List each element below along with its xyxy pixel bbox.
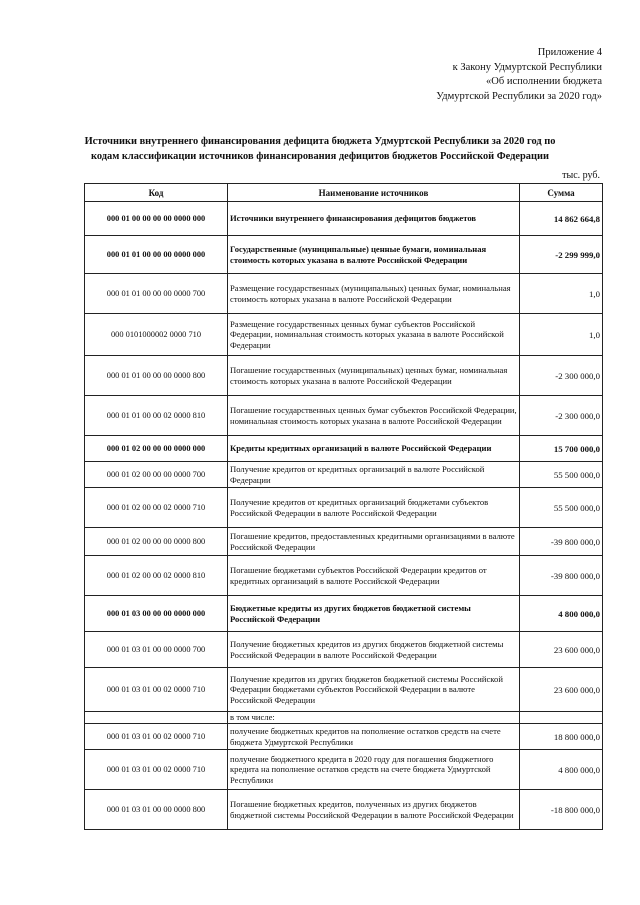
row-sum: 1,0 — [520, 314, 603, 356]
row-name: Размещение государственных ценных бумаг субъектов Российской Федерации, номинальная стоимость которых указана в валюте Российской Федерации — [228, 314, 520, 356]
table-row — [85, 596, 603, 632]
table-row — [85, 274, 603, 314]
row-name: Погашение государственных (муниципальных) ценных бумаг, номинальная стоимость которых указана в валюте Российской Федерации — [228, 356, 520, 396]
row-code: 000 01 01 00 00 00 0000 000 — [85, 236, 228, 274]
row-name: Бюджетные кредиты из других бюджетов бюджетной системы Российской Федерации — [228, 596, 520, 632]
row-sum: -39 800 000,0 — [520, 556, 603, 596]
row-name: Получение бюджетных кредитов из других бюджетов бюджетной системы Российской Федерации в валюте Российской Федерации — [228, 632, 520, 668]
header-sum: Сумма — [520, 184, 603, 202]
row-code: 000 01 03 00 00 00 0000 000 — [85, 596, 228, 632]
row-name: в том числе: — [228, 712, 520, 724]
table-row — [85, 488, 603, 528]
row-name: Источники внутреннего финансирования дефицитов бюджетов — [228, 202, 520, 236]
table-row — [85, 462, 603, 488]
row-name: получение бюджетного кредита в 2020 году для погашения бюджетного кредита на пополнение остатков средств на счете бюджета Удмуртской Республики — [228, 750, 520, 790]
appendix-header — [436, 46, 602, 104]
table-row — [85, 668, 603, 712]
row-name: Государственные (муниципальные) ценные бумаги, номинальная стоимость которых указана в валюте Российской Федерации — [228, 236, 520, 274]
table-row — [85, 436, 603, 462]
row-sum: 55 500 000,0 — [520, 488, 603, 528]
row-name: Получение кредитов от кредитных организаций в валюте Российской Федерации — [228, 462, 520, 488]
row-sum: 14 862 664,8 — [520, 202, 603, 236]
table-row — [85, 724, 603, 750]
table-row — [85, 314, 603, 356]
row-code: 000 01 00 00 00 00 0000 000 — [85, 202, 228, 236]
appendix-line: Удмуртской Республики за 2020 год» — [436, 90, 602, 102]
units-label: тыс. руб. — [562, 170, 600, 181]
table-row — [85, 790, 603, 830]
row-sum: -18 800 000,0 — [520, 790, 603, 830]
document-title — [60, 135, 580, 164]
table-row — [85, 236, 603, 274]
row-code: 000 01 01 00 00 00 0000 700 — [85, 274, 228, 314]
row-code: 000 01 02 00 00 02 0000 810 — [85, 556, 228, 596]
row-code: 000 01 02 00 00 00 0000 800 — [85, 528, 228, 556]
table-row — [85, 202, 603, 236]
row-sum: -2 299 999,0 — [520, 236, 603, 274]
row-name: Погашение кредитов, предоставленных кредитными организациями в валюте Российской Федерации — [228, 528, 520, 556]
row-code: 000 01 02 00 00 02 0000 710 — [85, 488, 228, 528]
row-sum: 4 800 000,0 — [520, 750, 603, 790]
appendix-line: Приложение 4 — [537, 47, 602, 58]
row-code: 000 01 03 01 00 02 0000 710 — [85, 668, 228, 712]
appendix-line: «Об исполнении бюджета — [486, 76, 602, 87]
row-sum: 23 600 000,0 — [520, 632, 603, 668]
table-row — [85, 750, 603, 790]
row-code: 000 0101000002 0000 710 — [85, 314, 228, 356]
row-code: 000 01 03 01 00 02 0000 710 — [85, 750, 228, 790]
header-code: Код — [85, 184, 228, 202]
header-name: Наименование источников — [228, 184, 520, 202]
row-sum: 4 800 000,0 — [520, 596, 603, 632]
row-sum: 55 500 000,0 — [520, 462, 603, 488]
row-code: 000 01 03 01 00 02 0000 710 — [85, 724, 228, 750]
row-sum: -2 300 000,0 — [520, 356, 603, 396]
row-sum: -39 800 000,0 — [520, 528, 603, 556]
row-name: Погашение бюджетами субъектов Российской Федерации кредитов от кредитных организаций в валюте Российской Федерации — [228, 556, 520, 596]
row-name: Погашение бюджетных кредитов, полученных из других бюджетов бюджетной системы Российской Федерации в валюте Российской Федерации — [228, 790, 520, 830]
row-sum: 23 600 000,0 — [520, 668, 603, 712]
row-sum: 18 800 000,0 — [520, 724, 603, 750]
row-sum: 1,0 — [520, 274, 603, 314]
table-row — [85, 632, 603, 668]
table-header-row — [85, 184, 603, 202]
title-line: кодам классификации источников финансирования дефицитов бюджетов Российской Федерации — [91, 150, 549, 162]
row-name: Получение кредитов от кредитных организаций бюджетами субъектов Российской Федерации в валюте Российской Федерации — [228, 488, 520, 528]
row-code: 000 01 01 00 00 00 0000 800 — [85, 356, 228, 396]
row-name: Погашение государственных ценных бумаг субъектов Российской Федерации, номинальная стоимость которых указана в валюте Российской Федерации — [228, 396, 520, 436]
row-name: Получение кредитов из других бюджетов бюджетной системы Российской Федерации бюджетами субъектов Российской Федерации в валюте Российской Федерации — [228, 668, 520, 712]
title-line: Источники внутреннего финансирования дефицита бюджета Удмуртской Республики за 2020 год по — [84, 136, 556, 147]
row-code — [85, 712, 228, 724]
table-row — [85, 396, 603, 436]
appendix-line: к Закону Удмуртской Республики — [452, 61, 602, 73]
table-row — [85, 556, 603, 596]
row-code: 000 01 02 00 00 00 0000 000 — [85, 436, 228, 462]
row-code: 000 01 02 00 00 00 0000 700 — [85, 462, 228, 488]
table-row — [85, 528, 603, 556]
row-code: 000 01 01 00 00 02 0000 810 — [85, 396, 228, 436]
table-row — [85, 712, 603, 724]
row-code: 000 01 03 01 00 00 0000 800 — [85, 790, 228, 830]
row-name: получение бюджетных кредитов на пополнение остатков средств на счете бюджета Удмуртской Республики — [228, 724, 520, 750]
row-code: 000 01 03 01 00 00 0000 700 — [85, 632, 228, 668]
row-sum — [520, 712, 603, 724]
sources-table — [84, 183, 603, 830]
row-sum: -2 300 000,0 — [520, 396, 603, 436]
row-name: Размещение государственных (муниципальных) ценных бумаг, номинальная стоимость которых указана в валюте Российской Федерации — [228, 274, 520, 314]
table-row — [85, 356, 603, 396]
row-name: Кредиты кредитных организаций в валюте Российской Федерации — [228, 436, 520, 462]
row-sum: 15 700 000,0 — [520, 436, 603, 462]
